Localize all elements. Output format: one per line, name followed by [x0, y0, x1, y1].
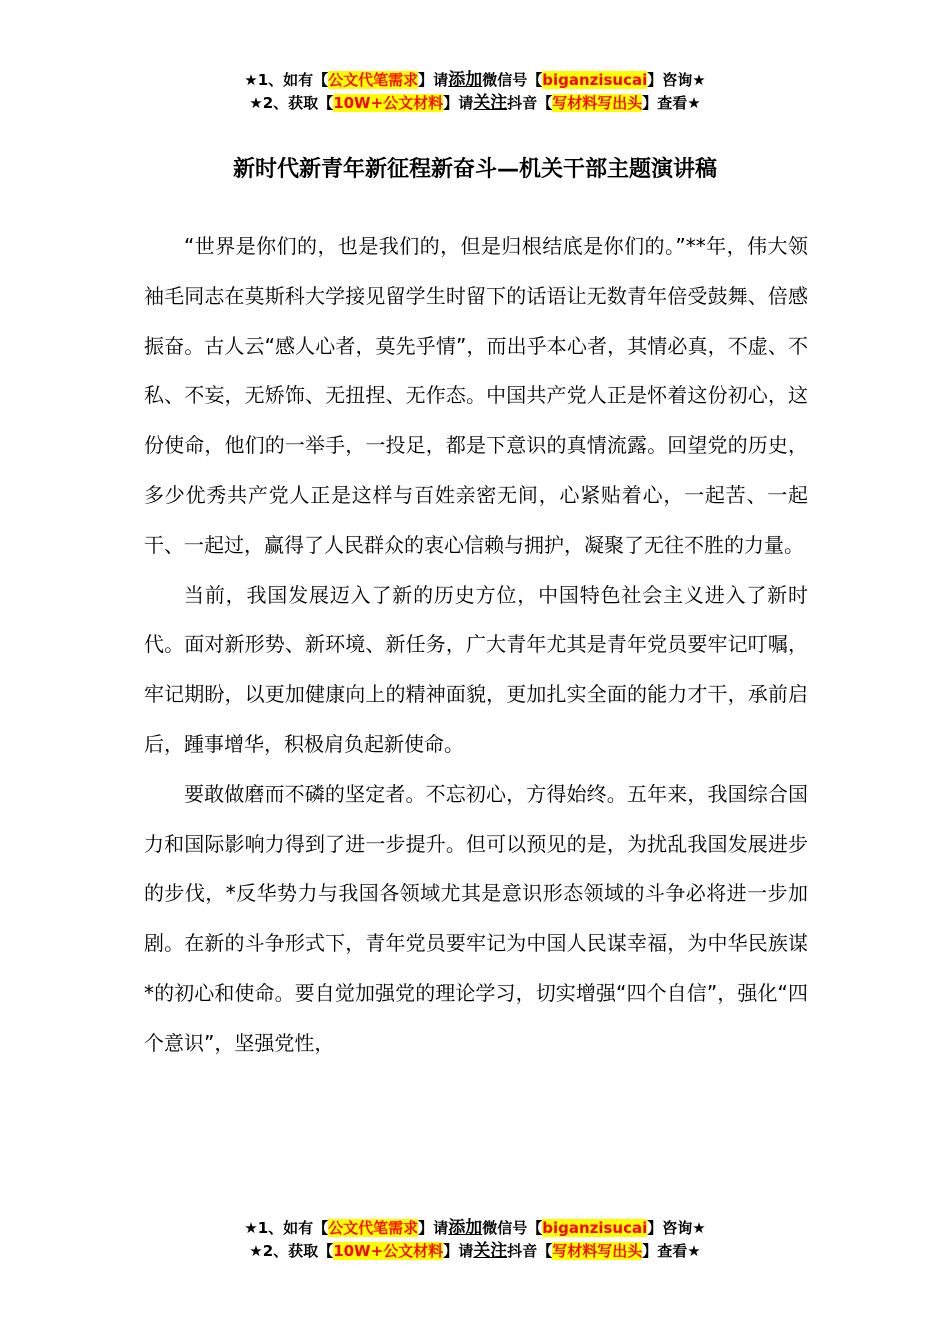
- wechat-id: biganzisucai: [542, 71, 648, 89]
- banner-text: 】查看★: [642, 94, 701, 112]
- wechat-id: biganzisucai: [542, 1219, 648, 1237]
- banner-text: 】咨询★: [647, 71, 706, 89]
- banner-line-1: [0, 69, 950, 92]
- banner-text: ★2、获取【: [249, 94, 334, 112]
- highlight-text: 10W+公文材料: [333, 94, 444, 112]
- highlight-text: 10W+公文材料: [333, 1242, 444, 1260]
- paragraph-1: “世界是你们的，也是我们的，但是归根结底是你们的。”**年，伟大领袖毛同志在莫斯科大学接见留学生时留下的话语让无数青年倍受鼓舞、倍感振奋。古人云“感人心者，莫先乎情”，而出乎本心者，其情必真，不虚、不私、不妄，无矫饰、无扭捏、无作态。中国共产党人正是怀着这份初心，这份使命，他们的一举手，一投足，都是下意识的真情流露。回望党的历史，多少优秀共产党人正是这样与百姓亲密无间，心紧贴着心，一起苦、一起干、一起过，赢得了人民群众的衷心信赖与拥护，凝聚了无往不胜的力量。: [144, 234, 808, 557]
- banner-emphasis: 添加: [448, 70, 483, 90]
- banner-text: 微信号【: [482, 71, 543, 89]
- banner-emphasis: 关注: [473, 93, 508, 113]
- banner-text: 】请: [443, 1242, 474, 1260]
- banner-text: 】请: [418, 71, 449, 89]
- banner-text: 】请: [443, 94, 474, 112]
- banner-text: 】查看★: [642, 1242, 701, 1260]
- highlight-text: 公文代笔需求: [328, 71, 419, 89]
- banner-text: ★1、如有【: [244, 1219, 329, 1237]
- paragraph-2: 当前，我国发展迈入了新的历史方位，中国特色社会主义进入了新时代。面对新形势、新环境、新任务，广大青年尤其是青年党员要牢记叮嘱，牢记期盼，以更加健康向上的精神面貌，更加扎实全面的能力才干，承前启后，踵事增华，积极肩负起新使命。: [144, 582, 808, 756]
- banner-text: ★1、如有【: [244, 71, 329, 89]
- banner-line-2: [0, 1240, 950, 1263]
- header-banner: [0, 69, 950, 115]
- banner-text: 抖音【: [507, 94, 553, 112]
- banner-text: 抖音【: [507, 1242, 553, 1260]
- paragraph-3: 要敢做磨而不磷的坚定者。不忘初心，方得始终。五年来，我国综合国力和国际影响力得到了进一步提升。但可以预见的是，为扰乱我国发展进步的步伐，*反华势力与我国各领域尤其是意识形态领域的斗争必将进一步加剧。在新的斗争形式下，青年党员要牢记为中国人民谋幸福，为中华民族谋*的初心和使命。要自觉加强党的理论学习，切实增强“四个自信”，强化“四个意识”，坚强党性，: [144, 781, 808, 1055]
- douyin-account: 写材料写出头: [552, 1242, 643, 1260]
- banner-text: 】咨询★: [647, 1219, 706, 1237]
- banner-text: 】请: [418, 1219, 449, 1237]
- banner-emphasis: 关注: [473, 1241, 508, 1261]
- document-title: 新时代新青年新征程新奋斗—机关干部主题演讲稿: [232, 157, 717, 182]
- douyin-account: 写材料写出头: [552, 94, 643, 112]
- banner-text: ★2、获取【: [249, 1242, 334, 1260]
- banner-emphasis: 添加: [448, 1218, 483, 1238]
- banner-line-1: [0, 1217, 950, 1240]
- highlight-text: 公文代笔需求: [328, 1219, 419, 1237]
- banner-text: 微信号【: [482, 1219, 543, 1237]
- footer-banner: [0, 1217, 950, 1263]
- banner-line-2: [0, 92, 950, 115]
- document-body: [144, 222, 808, 1069]
